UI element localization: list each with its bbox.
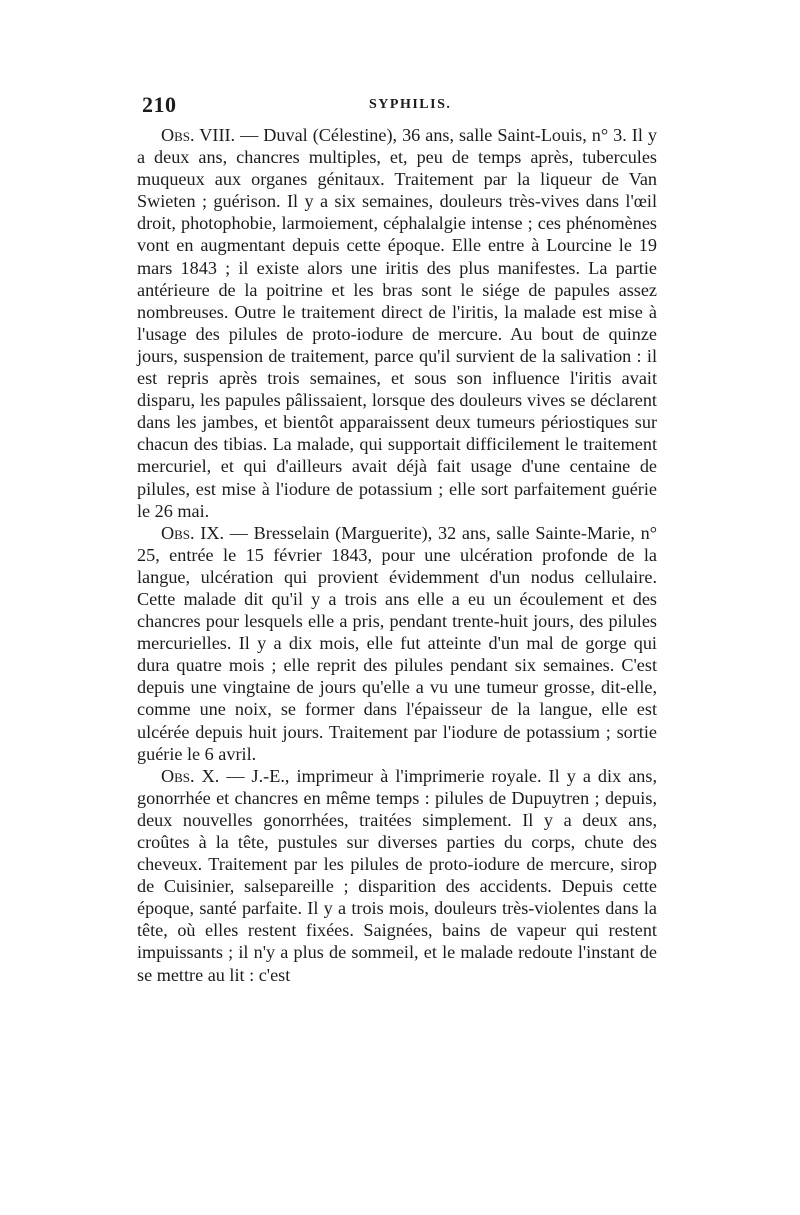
book-page — [137, 92, 657, 986]
observation-label: Obs. IX. — [161, 522, 225, 543]
page-number: 210 — [142, 92, 177, 117]
observation-label: Obs. VIII. — [161, 125, 236, 145]
observation-x — [137, 765, 657, 986]
observation-text: — J.-E., imprimeur à l'imprimerie royale. Il y a dix ans, gonorrhée et chancres en même temps : pilules de Dupuytren ; depuis, deux nouvelles gonorrhées, traitées simplement. Il y a deux ans, croûtes à la tête, pustules sur diverses parties du corps, chute des cheveux. Traitement par les pilules de proto-iodure de mercure, sirop de Cuisinier, salsepareille ; disparition des accidents. Depuis cette époque, santé parfaite. Il y a trois mois, douleurs très-violentes dans la tête, où elles restent fixées. Saignées, bains de vapeur qui restent impuissants ; il n'y a plus de sommeil, et le malade redoute l'instant de se mettre au lit : c'est — [137, 765, 657, 985]
observation-viii — [137, 124, 657, 522]
body-text — [137, 124, 657, 986]
observation-label: Obs. X. — [161, 765, 220, 786]
observation-text: — Duval (Célestine), 36 ans, salle Saint-Louis, n° 3. Il y a deux ans, chancres multiples, et, peu de temps après, tubercules muqueux aux organes génitaux. Traitement par la liqueur de Van Swieten ; guérison. Il y a six semaines, douleurs très-vives dans l'œil droit, photophobie, larmoiement, céphalalgie intense ; ces phénomènes vont en augmentant depuis cette époque. Elle entre à Lourcine le 19 mars 1843 ; il existe alors une iritis des plus manifestes. La partie antérieure de la poitrine et les bras sont le siége de papules assez nombreuses. Outre le traitement direct de l'iritis, la malade est mise à l'usage des pilules de proto-iodure de mercure. Au bout de quinze jours, suspension de traitement, parce qu'il survient de la salivation : il est repris après trois semaines, et sous son influence l'iritis avait disparu, les papules pâlissaient, lorsque des douleurs vives se déclarent dans les jambes, et bientôt apparaissent deux tumeurs périostiques sur chacun des tibias. La malade, qui supportait difficilement le traitement mercuriel, et qui d'ailleurs avait déjà fait usage d'une centaine de pilules, est mise à l'iodure de potassium ; elle sort parfaitement guérie le 26 mai. — [137, 125, 657, 521]
observation-text: — Bresselain (Marguerite), 32 ans, salle Sainte-Marie, n° 25, entrée le 15 février 1843, pour une ulcération profonde de la langue, ulcération qui provient évidemment d'un nodus cellulaire. Cette malade dit qu'il y a trois ans elle a eu un écoulement et des chancres pour lesquels elle a pris, pendant trente-huit jours, des pilules mercurielles. Il y a dix mois, elle fut atteinte d'un mal de gorge qui dura quatre mois ; elle reprit des pilules pendant six semaines. C'est depuis une vingtaine de jours qu'elle a vu une tumeur grosse, dit-elle, comme une noix, se former dans l'épaisseur de la langue, elle est ulcérée depuis huit jours. Traitement par l'iodure de potassium ; sortie guérie le 6 avril. — [137, 522, 657, 764]
running-head — [137, 92, 657, 124]
observation-ix — [137, 522, 657, 765]
running-title: SYPHILIS. — [369, 97, 452, 112]
